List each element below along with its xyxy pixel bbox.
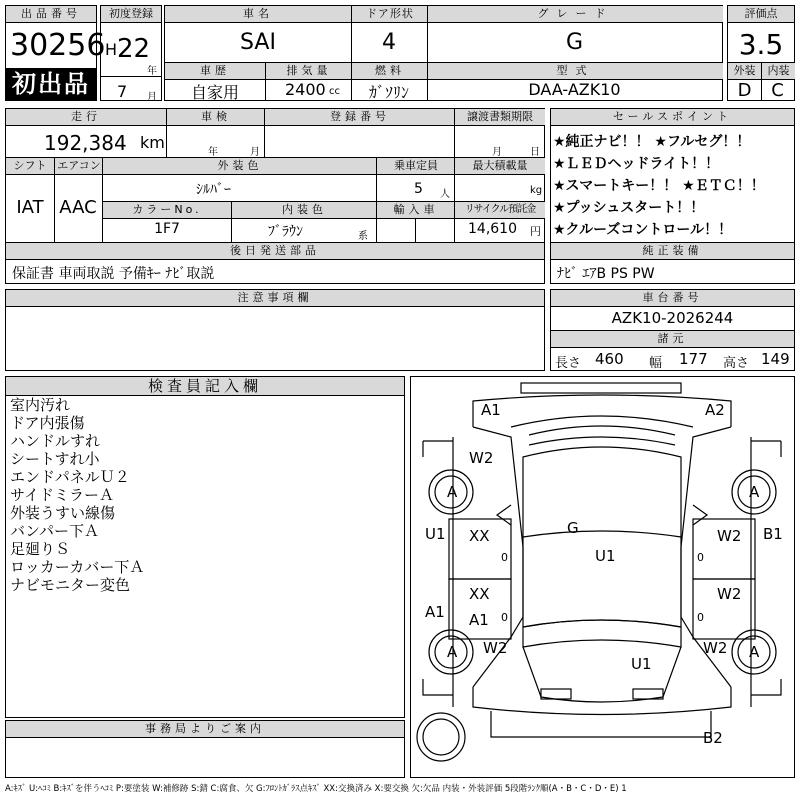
damage-a-wheel-fl: A [447,483,458,501]
reg-month: 7 [117,82,128,101]
reg-year-unit: 年 [147,66,157,77]
inspector-label: 検査員記入欄 [6,377,404,396]
ext-grade-label: 外装 [728,62,761,80]
car-outline [411,377,794,777]
reg-era: H [105,40,118,59]
sales-point: ★ＬＥＤヘッドライト！！ [553,156,720,172]
sales-point: ★スマートキー！！ ★ＥＴＣ！！ [553,178,765,194]
inspector-note: ナビモニター変色 [10,576,131,594]
disp-unit: cc [329,86,340,97]
tr-day-unit: 日 [530,147,540,158]
equip-label: 純正装備 [551,243,794,260]
inspector-note: 外装うすい線傷 [10,504,116,522]
chassis-number: AZK10-2026244 [611,309,734,327]
damage-a2-front-right: A2 [705,401,725,419]
capacity-value: 5 [414,181,423,197]
inspector-note: バンパー下Ａ [10,522,99,540]
shift-value: IAT [16,197,44,218]
cap-unit: 人 [440,189,450,200]
lot-label: 出品番号 [6,6,96,23]
car-diagram [410,376,795,778]
disp-value: 2400 [285,80,326,99]
model-label: 型式 [427,62,723,80]
color-no-label: カラーNo. [103,202,231,219]
zero-mark: 0 [697,611,704,624]
damage-w2-right-front-door: W2 [717,527,742,545]
zero-mark: 0 [501,611,508,624]
damage-a1-left: A1 [425,603,445,621]
recycle-label: リサイクル預託金 [454,202,545,219]
shift-label: シフト [6,158,54,175]
inspection-label: 車検 [166,109,265,126]
doors-label: ドア形状 [351,6,428,23]
inspector-notes-list [10,396,144,594]
inspector-note: サイドミラーＡ [10,486,114,504]
mileage-label: 走行 [6,109,166,126]
damage-a-wheel-fr: A [749,483,760,501]
damage-w2-rear-left: W2 [483,639,508,657]
mileage-value: 192,384 [44,131,127,155]
damage-u1-roof: U1 [595,547,616,565]
recycle-unit: 円 [530,225,541,238]
model-value: DAA-AZK10 [528,80,621,99]
height-value: 149 [761,350,790,368]
fuel-label: 燃料 [351,62,428,80]
int-color-unit: 系 [358,231,368,242]
ac-value: AAC [59,197,97,218]
car-name: SAI [240,30,276,55]
reg-label: 初度登録 [101,6,161,23]
cap-label: 乗車定員 [376,158,455,175]
damage-w2-right-rear-door: W2 [717,585,742,603]
ext-color-label: 外装色 [102,158,377,175]
reg-month-unit: 月 [147,92,157,103]
office-label: 事務局よりご案内 [6,721,404,738]
score-label: 評価点 [728,6,794,23]
recycle-value: 14,610 [468,221,517,237]
lot-box [5,5,106,101]
zero-mark: 0 [697,551,704,564]
damage-legend: A:ｷｽﾞ U:ﾍｺﾐ B:ｷｽﾞを伴うﾍｺﾐ P:要塗装 W:補修跡 S:錆 C:腐食、欠 G:ﾌﾛﾝﾄｶﾞﾗｽ点ｷｽﾞ XX:交換済み X:要交換 欠:欠品 内装・外装評価 5段階ﾗﾝｸ順(A・B・C・D・E) 1 [5,784,627,794]
sales-point: ★クルーズコントロール！！ [553,222,733,238]
vehicle-detail-box [5,108,545,284]
registration-box [100,5,162,101]
damage-a-wheel-rr: A [749,643,760,661]
history-label: 車歴 [165,62,265,80]
later-parts-label: 後日発送部品 [6,243,544,260]
inspector-note: エンドパネルＵ２ [10,468,130,486]
sales-point: ★プッシュスタート！！ [553,200,705,216]
int-grade: C [771,80,784,101]
inspector-note: ロッカーカバー下Ａ [10,558,145,576]
damage-a1-front-left: A1 [481,401,501,419]
first-listing-badge: 初出品 [6,68,96,100]
regno-label: 登録番号 [264,109,455,126]
damage-u1-trunk: U1 [631,655,652,673]
width-label: 幅 [649,356,663,371]
score-value: 3.5 [738,28,784,61]
damage-w2-rear-right: W2 [703,639,728,657]
damage-a1-rear-door: A1 [469,611,489,629]
ext-color-value: ｼﾙﾊﾞｰ [196,182,231,198]
disp-label: 排気量 [265,62,352,80]
inspector-note: シートすれ小 [10,450,100,468]
chassis-box [550,289,795,371]
tr-month-unit: 月 [492,147,502,158]
sales-point: ★純正ナビ！！ ★フルセグ！！ [553,134,751,150]
ac-label: エアコン [54,158,103,175]
equip-value: ﾅﾋﾞ ｴｱB PS PW [557,266,655,282]
load-label: 最大積載量 [454,158,545,175]
ins-month-unit: 月 [250,147,260,158]
score-box [727,5,795,101]
dims-label: 諸元 [551,331,794,348]
history-value: 自家用 [190,83,239,102]
int-color-value: ﾌﾞﾗｳﾝ [268,224,303,240]
inspector-box [5,376,405,718]
mileage-unit: km [140,133,165,152]
spec-box [164,5,723,101]
sales-points-box [550,108,795,284]
damage-w2-front-left: W2 [469,449,494,467]
ins-year-unit: 年 [208,147,218,158]
height-label: 高さ [723,356,750,371]
caution-label: 注意事項欄 [6,290,544,307]
sales-points-label: セールスポイント [551,109,794,126]
inspector-note: 室内汚れ [10,396,71,414]
inspector-note: ハンドルすれ [10,432,101,450]
reg-year: 22 [117,34,151,64]
caution-box [5,289,545,371]
damage-xx-rear-door: XX [469,585,490,603]
later-parts-value: 保証書 車両取説 予備ｷｰ ﾅﾋﾞ取説 [12,266,215,282]
grade-value: G [565,30,584,55]
damage-xx-front-door: XX [469,527,490,545]
transfer-label: 譲渡書類期限 [454,109,545,126]
lot-number: 30256 [10,28,106,63]
damage-a-wheel-rl: A [447,643,458,661]
damage-b2-rear: B2 [703,729,723,747]
grade-label: グレード [427,6,723,23]
doors-value: 4 [382,30,396,55]
width-value: 177 [679,350,708,368]
import-label: 輸入車 [376,202,455,219]
ext-grade: D [737,80,752,101]
zero-mark: 0 [501,551,508,564]
damage-u1-left: U1 [425,525,446,543]
color-no-value: 1F7 [154,221,180,237]
load-unit: kg [530,185,543,196]
name-label: 車名 [165,6,351,23]
chassis-label: 車台番号 [551,290,794,307]
inspector-note: 足廻りＳ [10,540,71,558]
office-box [5,720,405,778]
length-value: 460 [595,350,624,368]
damage-g-windshield: G [567,519,579,537]
inspector-note: ドア内張傷 [10,414,85,432]
damage-b1-right: B1 [763,525,783,543]
int-color-label: 内装色 [231,202,377,219]
length-label: 長さ [555,356,582,371]
int-grade-label: 内装 [761,62,795,80]
fuel-value: ｶﾞｿﾘﾝ [368,83,409,102]
